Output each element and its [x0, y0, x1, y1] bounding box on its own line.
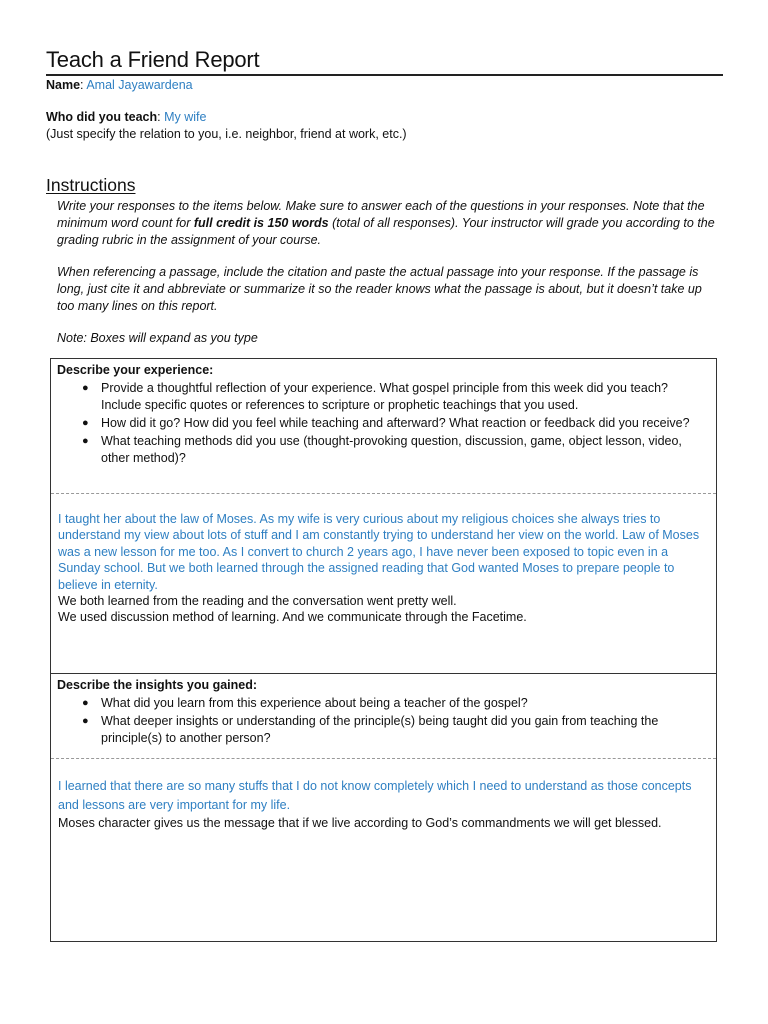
instructions-p1-text: Write your responses to the items below. Make sure to answer each of the questions in your responses. Note that the minimum word count for	[57, 199, 705, 230]
instructions-heading: Instructions	[46, 175, 136, 195]
insights-response-line: Moses character gives us the message that if we live according to God’s commandments we will get blessed.	[58, 816, 662, 830]
bullet-icon: ●	[82, 715, 89, 727]
experience-box	[50, 358, 717, 674]
who-hint: (Just specify the relation to you, i.e. neighbor, friend at work, etc.)	[46, 127, 407, 141]
insights-title: Describe the insights you gained:	[57, 678, 258, 692]
bullet-icon: ●	[82, 435, 89, 447]
instructions-paragraph-2: When referencing a passage, include the citation and paste the actual passage into your response. If the passage is long, just cite it and abbreviate or summarize it so the reader knows what the passage is about, but it doesn’t take up too many lines on this report.	[57, 265, 702, 313]
bullet-icon: ●	[82, 697, 89, 709]
experience-prompt	[51, 359, 716, 467]
list-item	[57, 415, 710, 432]
bullet-text: What did you learn from this experience about being a teacher of the gospel?	[101, 696, 528, 710]
name-row: Name: Amal Jayawardena	[46, 78, 193, 92]
list-item	[57, 433, 710, 467]
instructions-paragraph-1	[57, 198, 717, 248]
list-item	[57, 695, 710, 712]
list-item	[57, 380, 710, 414]
name-label: Name	[46, 78, 81, 92]
instructions-p1-bold: full credit is 150 words	[193, 215, 329, 230]
list-item	[57, 713, 710, 747]
experience-response[interactable]	[58, 511, 710, 626]
bullet-icon: ●	[82, 417, 89, 429]
who-label: Who did you teach	[46, 110, 158, 124]
title-divider	[46, 74, 723, 76]
insights-response[interactable]	[58, 777, 710, 833]
bullet-text: What teaching methods did you use (thought-provoking question, discussion, game, object lesson, video, other method)?	[101, 434, 682, 465]
experience-response-line-1: We both learned from the reading and the conversation went pretty well.	[58, 594, 457, 609]
who-value[interactable]: My wife	[164, 110, 207, 124]
experience-response-line-2: We used discussion method of learning. And we communicate through the Facetime.	[58, 610, 527, 625]
experience-separator	[51, 493, 716, 494]
instructions-note: Note: Boxes will expand as you type	[57, 331, 258, 345]
bullet-icon: ●	[82, 382, 89, 394]
insights-prompt	[51, 674, 716, 747]
who-row: Who did you teach: My wife	[46, 110, 207, 124]
experience-response-blue: I taught her about the law of Moses. As my wife is very curious about my religious choices she always tries to understand my view about lots of stuff and I am constantly trying to understand her view on the world. Law of Moses was a new lesson for me too. As I convert to church 2 years ago, I have never been exposed to topic even in a Sunday school. But we both learned through the assigned reading that God wanted Moses to prepare people to believe in eternity.	[58, 512, 700, 592]
insights-box	[50, 673, 717, 942]
experience-title: Describe your experience:	[57, 363, 214, 377]
experience-bullets	[57, 380, 710, 467]
bullet-text: How did it go? How did you feel while teaching and afterward? What reaction or feedback did you receive?	[101, 416, 690, 430]
report-title: Teach a Friend Report	[46, 47, 260, 72]
insights-response-blue: I learned that there are so many stuffs that I do not know completely which I need to understand as those concepts and lessons are very important for my life.	[58, 779, 692, 812]
insights-separator	[51, 758, 716, 759]
name-value[interactable]: Amal Jayawardena	[86, 78, 193, 92]
bullet-text: What deeper insights or understanding of the principle(s) being taught did you gain from teaching the principle(s) to another person?	[101, 714, 659, 745]
insights-bullets	[57, 695, 710, 747]
instructions-p1-tail: (total of all responses). Your instructor will grade you according to the grading rubric in the assignment of your course.	[57, 215, 715, 247]
bullet-text: Provide a thoughtful reflection of your experience. What gospel principle from this week did you teach? Include specific quotes or references to scripture or prophetic teachings that you used.	[101, 381, 668, 412]
